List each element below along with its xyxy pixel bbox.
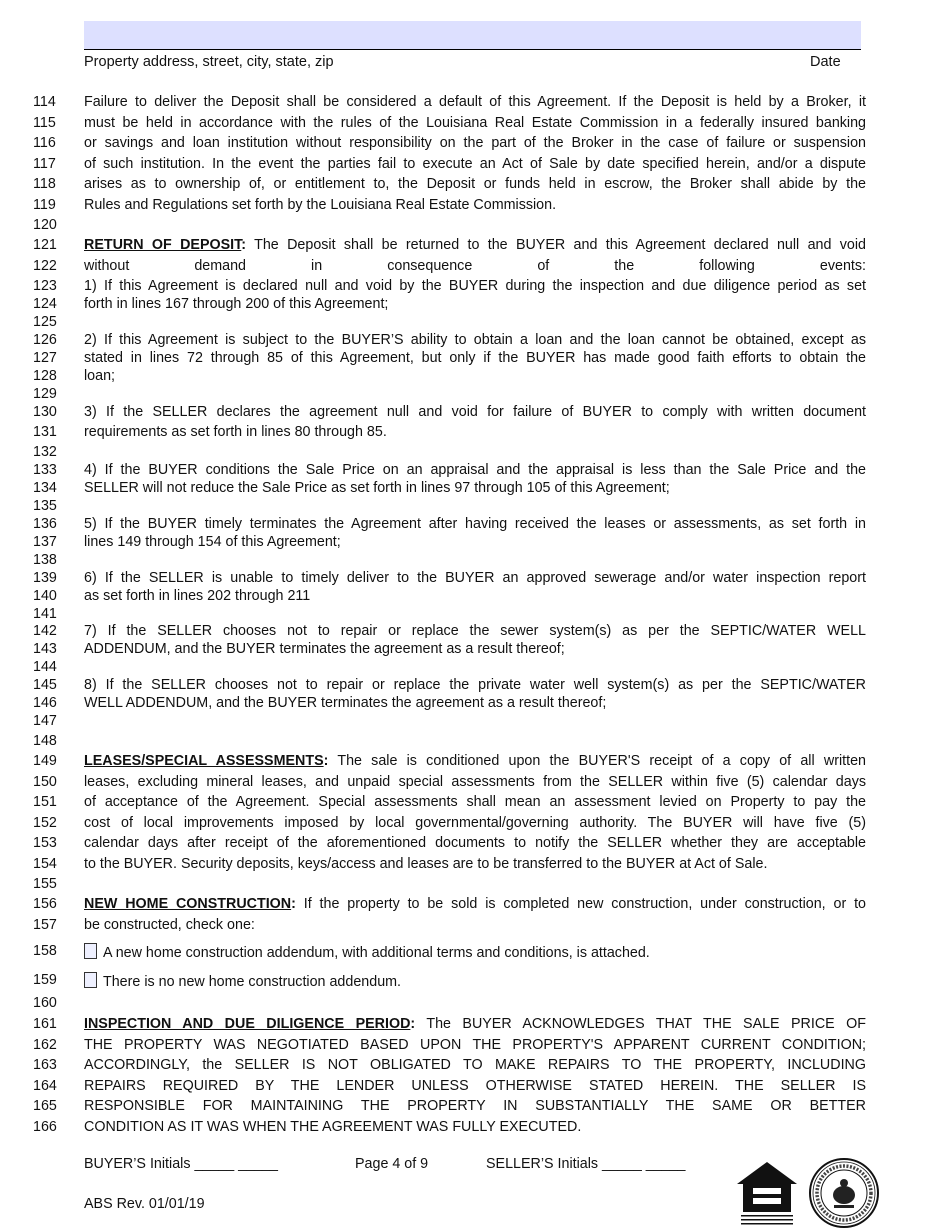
line-number: 118 — [33, 176, 56, 193]
line-text: Rules and Regulations set forth by the Louisiana Real Estate Commission. — [84, 197, 557, 213]
line-number: 148 — [33, 733, 57, 749]
line-number: 142 — [33, 623, 57, 639]
checkbox[interactable] — [84, 972, 97, 988]
line-text: without demand in consequence of the following events: — [84, 257, 866, 274]
document-line — [84, 896, 866, 913]
line-text: ACCORDINGLY, the SELLER IS NOT OBLIGATED TO MAKE REPAIRS TO THE PROPERTY, INCLUDING — [84, 1057, 866, 1074]
line-number: 131 — [33, 424, 57, 440]
line-number: 141 — [33, 606, 57, 622]
property-address-label: Property address, street, city, state, zip — [84, 54, 334, 70]
line-number: 129 — [33, 386, 57, 402]
line-text: forth in lines 167 through 200 of this Agreement; — [84, 296, 389, 312]
line-number: 137 — [33, 534, 57, 550]
document-line — [84, 462, 866, 479]
buyer-initials[interactable]: BUYER’S Initials _____ _____ — [84, 1156, 278, 1172]
equal-housing-logo — [735, 1160, 799, 1226]
document-line — [84, 815, 866, 832]
heading-colon: : — [241, 237, 247, 253]
line-number: 127 — [33, 350, 57, 366]
line-text: as set forth in lines 202 through 211 — [84, 588, 311, 604]
line-text: must be held in accordance with the rules of the Louisiana Real Estate Commission in a federally insured banking — [84, 114, 866, 131]
line-number: 136 — [33, 516, 57, 532]
line-number: 125 — [33, 314, 57, 330]
line-number: 120 — [33, 217, 57, 233]
page-number: Page 4 of 9 — [355, 1156, 429, 1172]
line-number: 146 — [33, 695, 57, 711]
document-line — [84, 774, 866, 791]
line-number: 160 — [33, 995, 57, 1011]
line-number: 143 — [33, 641, 57, 657]
line-number: 165 — [33, 1098, 57, 1115]
line-number: 119 — [33, 197, 56, 213]
line-number: 138 — [33, 552, 57, 568]
line-number: 162 — [33, 1036, 57, 1053]
document-line — [84, 695, 866, 712]
line-number: 150 — [33, 773, 57, 790]
line-text: 4) If the BUYER conditions the Sale Price on an appraisal and the appraisal is less than the Sale Price and the — [84, 462, 866, 478]
line-text: 6) If the SELLER is unable to timely deliver to the BUYER an approved sewerage and/or water inspection report — [84, 570, 866, 586]
line-number: 134 — [33, 480, 57, 496]
line-text: The Deposit shall be returned to the BUYER and this Agreement declared null and void — [246, 237, 866, 253]
line-text: 2) If this Agreement is subject to the BUYER’S ability to obtain a loan and the loan cannot be obtained, except as — [84, 332, 866, 348]
line-number: 161 — [33, 1016, 57, 1032]
line-number: 135 — [33, 498, 57, 514]
line-text: 7) If the SELLER chooses not to repair or replace the sewer system(s) as per the SEPTIC/WATER WELL — [84, 623, 866, 639]
document-line — [84, 176, 866, 193]
document-line — [84, 1098, 866, 1115]
document-line — [84, 115, 866, 132]
line-text: requirements as set forth in lines 80 through 85. — [84, 424, 387, 440]
document-line — [84, 856, 866, 873]
line-text: The sale is conditioned upon the BUYER'S receipt of a copy of all written — [328, 753, 866, 769]
line-text: of acceptance of the Agreement. Special assessments shall mean an assessment levied on Property to pay the — [84, 794, 866, 811]
document-line — [84, 1037, 866, 1054]
property-address-field[interactable] — [84, 21, 861, 50]
document-line — [84, 1016, 866, 1033]
document-line — [84, 1078, 866, 1095]
line-text: 8) If the SELLER chooses not to repair or replace the private water well system(s) as per the SEPTIC/WATER — [84, 677, 866, 693]
line-number: 121 — [33, 237, 57, 253]
seller-initials[interactable]: SELLER’S Initials _____ _____ — [486, 1156, 686, 1172]
line-text: or savings and loan institution without responsibility on the part of the Broker in the case of failure or suspension — [84, 135, 866, 152]
line-number: 144 — [33, 659, 57, 675]
document-line — [84, 835, 866, 852]
line-text: The BUYER ACKNOWLEDGES THAT THE SALE PRICE OF — [415, 1016, 867, 1032]
document-line — [84, 197, 866, 214]
document-line — [84, 641, 866, 658]
line-number: 147 — [33, 713, 57, 729]
line-number: 157 — [33, 917, 57, 933]
line-number: 140 — [33, 588, 57, 604]
line-text: REPAIRS REQUIRED BY THE LENDER UNLESS OTHERWISE STATED HEREIN. THE SELLER IS — [84, 1077, 866, 1094]
line-text: arises as to ownership of, or entitlement to, the Deposit or funds held in escrow, the Broker shall abide by the — [84, 176, 866, 193]
line-number: 132 — [33, 444, 57, 460]
line-number: 117 — [33, 155, 56, 172]
line-number: 128 — [33, 368, 57, 384]
line-text: lines 149 through 154 of this Agreement; — [84, 534, 341, 550]
line-number: 152 — [33, 814, 57, 831]
document-line — [84, 917, 866, 934]
document-line — [84, 368, 866, 385]
document-line — [84, 534, 866, 551]
line-text: Failure to deliver the Deposit shall be considered a default of this Agreement. If the Deposit is held by a Broker, it — [84, 94, 866, 110]
revision-label: ABS Rev. 01/01/19 — [84, 1196, 205, 1212]
line-text: There is no new home construction addendum. — [103, 974, 402, 990]
line-number: 126 — [33, 332, 57, 348]
document-line — [84, 424, 866, 441]
line-number: 139 — [33, 570, 57, 586]
heading-colon: : — [323, 753, 329, 769]
line-number: 155 — [33, 876, 57, 892]
line-text: THE PROPERTY WAS NEGOTIATED BASED UPON THE PROPERTY'S APPARENT CURRENT CONDITION; — [84, 1036, 866, 1053]
line-text: leases, excluding mineral leases, and unpaid special assessments from the SELLER within five (5) calendar days — [84, 773, 866, 790]
line-number: 124 — [33, 296, 57, 312]
line-number: 164 — [33, 1077, 57, 1094]
line-text: SELLER will not reduce the Sale Price as set forth in lines 97 through 105 of this Agreement; — [84, 480, 670, 496]
document-line — [84, 258, 866, 275]
document-line — [84, 1119, 866, 1136]
line-number: 159 — [33, 972, 57, 988]
document-line — [84, 943, 866, 962]
document-line — [84, 588, 866, 605]
document-line — [84, 296, 866, 313]
document-line — [84, 794, 866, 811]
document-line — [84, 623, 866, 640]
line-number: 130 — [33, 404, 57, 420]
section-heading: LEASES/SPECIAL ASSESSMENTS — [84, 753, 324, 769]
line-number: 151 — [33, 794, 57, 811]
heading-colon: : — [291, 896, 296, 912]
line-text: WELL ADDENDUM, and the BUYER terminates the agreement as a result thereof; — [84, 695, 607, 711]
line-text: 3) If the SELLER declares the agreement null and void for failure of BUYER to comply with written document — [84, 404, 866, 420]
section-heading: NEW HOME CONSTRUCTION — [84, 896, 292, 912]
line-text: ADDENDUM, and the BUYER terminates the agreement as a result thereof; — [84, 641, 565, 657]
line-text: of such institution. In the event the parties fail to execute an Act of Sale by date specified herein, and/or a dispute — [84, 155, 866, 172]
document-line — [84, 972, 866, 991]
line-number: 166 — [33, 1119, 57, 1135]
line-number: 133 — [33, 462, 57, 478]
line-number: 115 — [33, 114, 56, 131]
heading-colon: : — [410, 1016, 416, 1032]
document-line — [84, 278, 866, 295]
document-line — [84, 677, 866, 694]
line-text: CONDITION AS IT WAS WHEN THE AGREEMENT WAS FULLY EXECUTED. — [84, 1119, 582, 1135]
line-text: If the property to be sold is completed new construction, under construction, or to — [295, 896, 866, 912]
line-text: 5) If the BUYER timely terminates the Agreement after having received the leases or assessments, as set forth in — [84, 516, 866, 532]
line-number: 158 — [33, 943, 57, 959]
document-line — [84, 350, 866, 367]
document-line — [84, 753, 866, 770]
document-line — [84, 404, 866, 421]
line-number: 145 — [33, 677, 57, 693]
line-text: cost of local improvements imposed by local governmental/governing authority. The BUYER will have five (5) — [84, 814, 866, 831]
line-text: be constructed, check one: — [84, 917, 255, 933]
line-number: 123 — [33, 278, 57, 294]
document-line — [84, 156, 866, 173]
line-number: 154 — [33, 856, 57, 872]
line-text: A new home construction addendum, with additional terms and conditions, is attached. — [103, 945, 650, 961]
date-label: Date — [810, 54, 841, 70]
line-text: to the BUYER. Security deposits, keys/access and leases are to be transferred to the BUYER at Act of Sale. — [84, 856, 768, 872]
line-text: calendar days after receipt of the aforementioned documents to notify the SELLER whether they are acceptable — [84, 835, 866, 852]
line-text: stated in lines 72 through 85 of this Agreement, but only if the BUYER has made good faith efforts to obtain the — [84, 350, 866, 366]
document-line — [84, 570, 866, 587]
line-number: 163 — [33, 1057, 57, 1074]
commission-seal-logo — [808, 1157, 880, 1229]
line-number: 116 — [33, 135, 56, 152]
line-text: RESPONSIBLE FOR MAINTAINING THE PROPERTY IN SUBSTANTIALLY THE SAME OR BETTER — [84, 1098, 866, 1115]
document-line — [84, 135, 866, 152]
line-number: 156 — [33, 896, 57, 912]
line-text: 1) If this Agreement is declared null and void by the BUYER during the inspection and due diligence period as set — [84, 278, 866, 294]
section-heading: RETURN OF DEPOSIT — [84, 237, 242, 253]
line-text: loan; — [84, 368, 116, 384]
section-heading: INSPECTION AND DUE DILIGENCE PERIOD — [84, 1016, 411, 1032]
document-line — [84, 94, 866, 111]
line-number: 149 — [33, 753, 57, 769]
document-line — [84, 332, 866, 349]
document-line — [84, 480, 866, 497]
line-number: 122 — [33, 257, 57, 274]
document-line — [84, 237, 866, 254]
line-number: 153 — [33, 835, 57, 852]
checkbox[interactable] — [84, 943, 97, 959]
line-number: 114 — [33, 94, 56, 110]
document-line — [84, 516, 866, 533]
document-line — [84, 1057, 866, 1074]
